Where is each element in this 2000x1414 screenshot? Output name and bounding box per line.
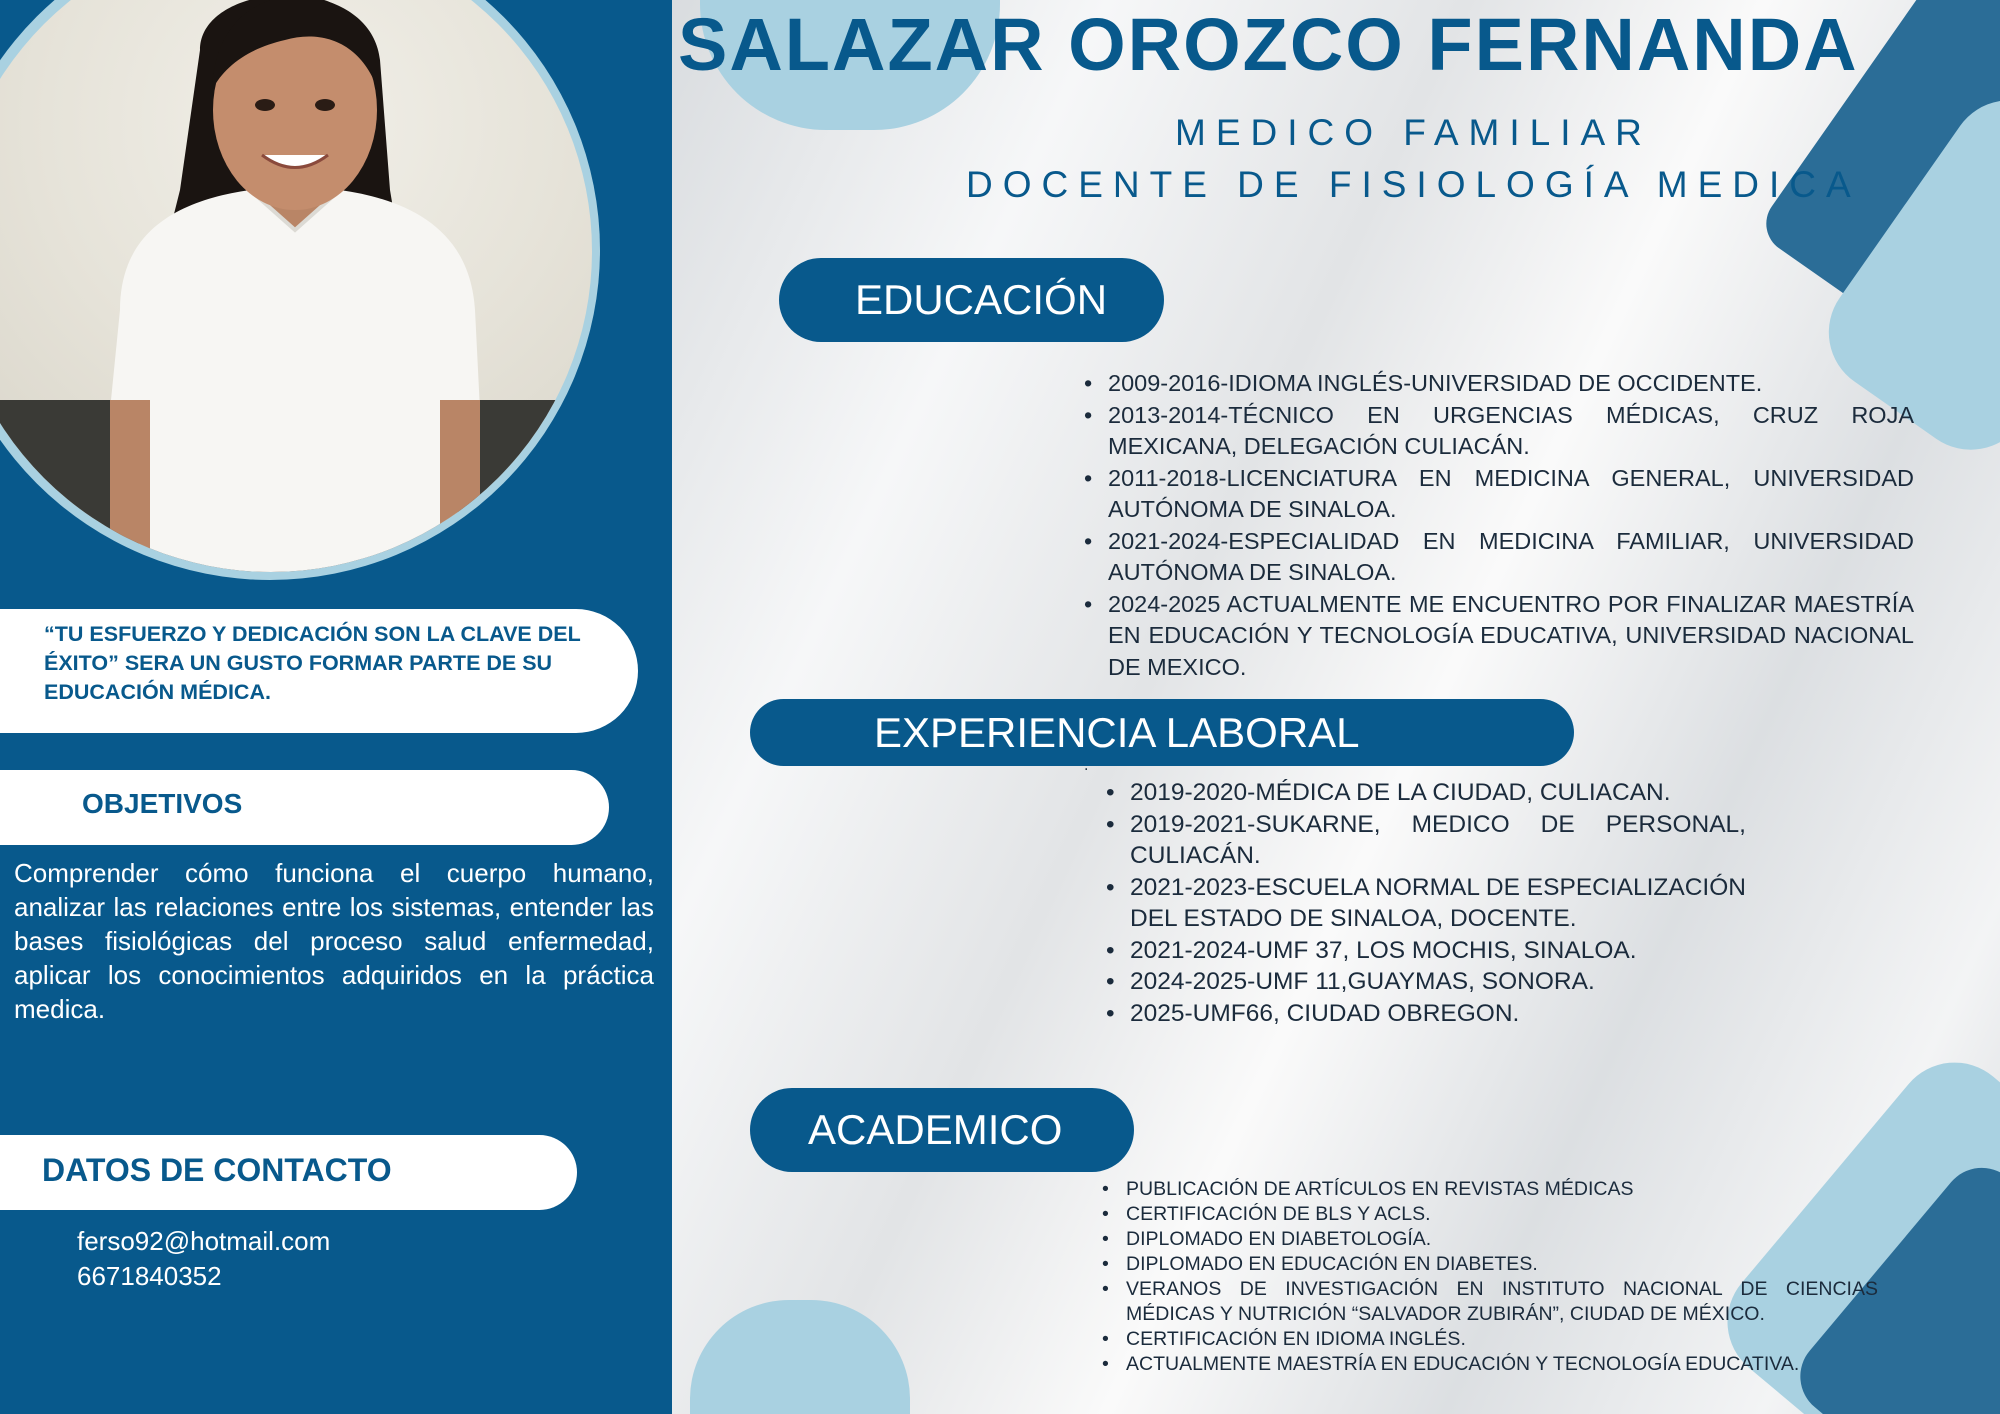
list-item: • CERTIFICACIÓN DE BLS Y ACLS.: [1102, 1202, 1878, 1227]
list-item: • 2021-2023-ESCUELA NORMAL DE ESPECIALIZACIÓN DEL ESTADO DE SINALOA, DOCENTE.: [1106, 872, 1746, 935]
list-item: • 2019-2021-SUKARNE, MEDICO DE PERSONAL, CULIACÁN.: [1106, 809, 1746, 872]
list-item: • 2009-2016-IDIOMA INGLÉS-UNIVERSIDAD DE OCCIDENTE.: [1084, 368, 1914, 400]
list-item: • 2024-2025-UMF 11,GUAYMAS, SONORA.: [1106, 966, 1746, 998]
list-item: • ACTUALMENTE MAESTRÍA EN EDUCACIÓN Y TECNOLOGÍA EDUCATIVA.: [1102, 1352, 1878, 1377]
contact-title: DATOS DE CONTACTO: [42, 1152, 392, 1188]
list-item: • 2013-2014-TÉCNICO EN URGENCIAS MÉDICAS, CRUZ ROJA MEXICANA, DELEGACIÓN CULIACÁN.: [1084, 400, 1914, 463]
objectives-title: OBJETIVOS: [82, 788, 243, 819]
education-heading-pill: [779, 258, 1164, 342]
person-name: SALAZAR OROZCO FERNANDA: [678, 3, 1859, 86]
list-item: • 2024-2025 ACTUALMENTE ME ENCUENTRO POR FINALIZAR MAESTRÍA EN EDUCACIÓN Y TECNOLOGÍA EDUCATIVA, UNIVERSIDAD NACIONAL DE MEXICO.: [1084, 589, 1914, 684]
education-heading: EDUCACIÓN: [855, 276, 1108, 323]
motto-quote: “TU ESFUERZO Y DEDICACIÓN SON LA CLAVE DEL ÉXITO” SERA UN GUSTO FORMAR PARTE DE SU EDUCACIÓN MÉDICA.: [44, 622, 581, 704]
list-item: • DIPLOMADO EN DIABETOLOGÍA.: [1102, 1227, 1878, 1252]
contact-phone[interactable]: 6671840352: [77, 1261, 222, 1291]
list-item: • PUBLICACIÓN DE ARTÍCULOS EN REVISTAS MÉDICAS: [1102, 1177, 1878, 1202]
experience-heading: EXPERIENCIA LABORAL: [874, 708, 1360, 756]
objectives-text: Comprender cómo funciona el cuerpo humano, analizar las relaciones entre los sistemas, entender las bases fisiológicas del proceso salud enfermedad, aplicar los conocimientos adquiridos en la práctica medica.: [14, 858, 654, 1024]
list-item: • DIPLOMADO EN EDUCACIÓN EN DIABETES.: [1102, 1252, 1878, 1277]
list-item: • 2011-2018-LICENCIATURA EN MEDICINA GENERAL, UNIVERSIDAD AUTÓNOMA DE SINALOA.: [1084, 463, 1914, 526]
academic-heading-pill: [750, 1088, 1134, 1172]
academic-list: [1102, 1177, 1878, 1377]
list-item: • CERTIFICACIÓN EN IDIOMA INGLÉS.: [1102, 1327, 1878, 1352]
stray-dot: ·: [1084, 762, 1089, 778]
list-item: • 2021-2024-UMF 37, LOS MOCHIS, SINALOA.: [1106, 935, 1746, 967]
list-item: • 2021-2024-ESPECIALIDAD EN MEDICINA FAMILIAR, UNIVERSIDAD AUTÓNOMA DE SINALOA.: [1084, 526, 1914, 589]
experience-list: [1106, 777, 1746, 1029]
education-list: [1084, 368, 1914, 683]
role-title-1: MEDICO FAMILIAR: [1175, 112, 1652, 153]
contact-email[interactable]: ferso92@hotmail.com: [77, 1226, 331, 1256]
experience-heading-pill: [750, 699, 1574, 766]
list-item: • 2025-UMF66, CIUDAD OBREGON.: [1106, 998, 1746, 1030]
role-title-2: DOCENTE DE FISIOLOGÍA MEDICA: [966, 164, 1861, 205]
list-item: • VERANOS DE INVESTIGACIÓN EN INSTITUTO NACIONAL DE CIENCIAS MÉDICAS Y NUTRICIÓN “SALVADOR ZUBIRÁN”, CIUDAD DE MÉXICO.: [1102, 1277, 1878, 1327]
list-item: • 2019-2020-MÉDICA DE LA CIUDAD, CULIACAN.: [1106, 777, 1746, 809]
academic-heading: ACADEMICO: [808, 1106, 1063, 1153]
